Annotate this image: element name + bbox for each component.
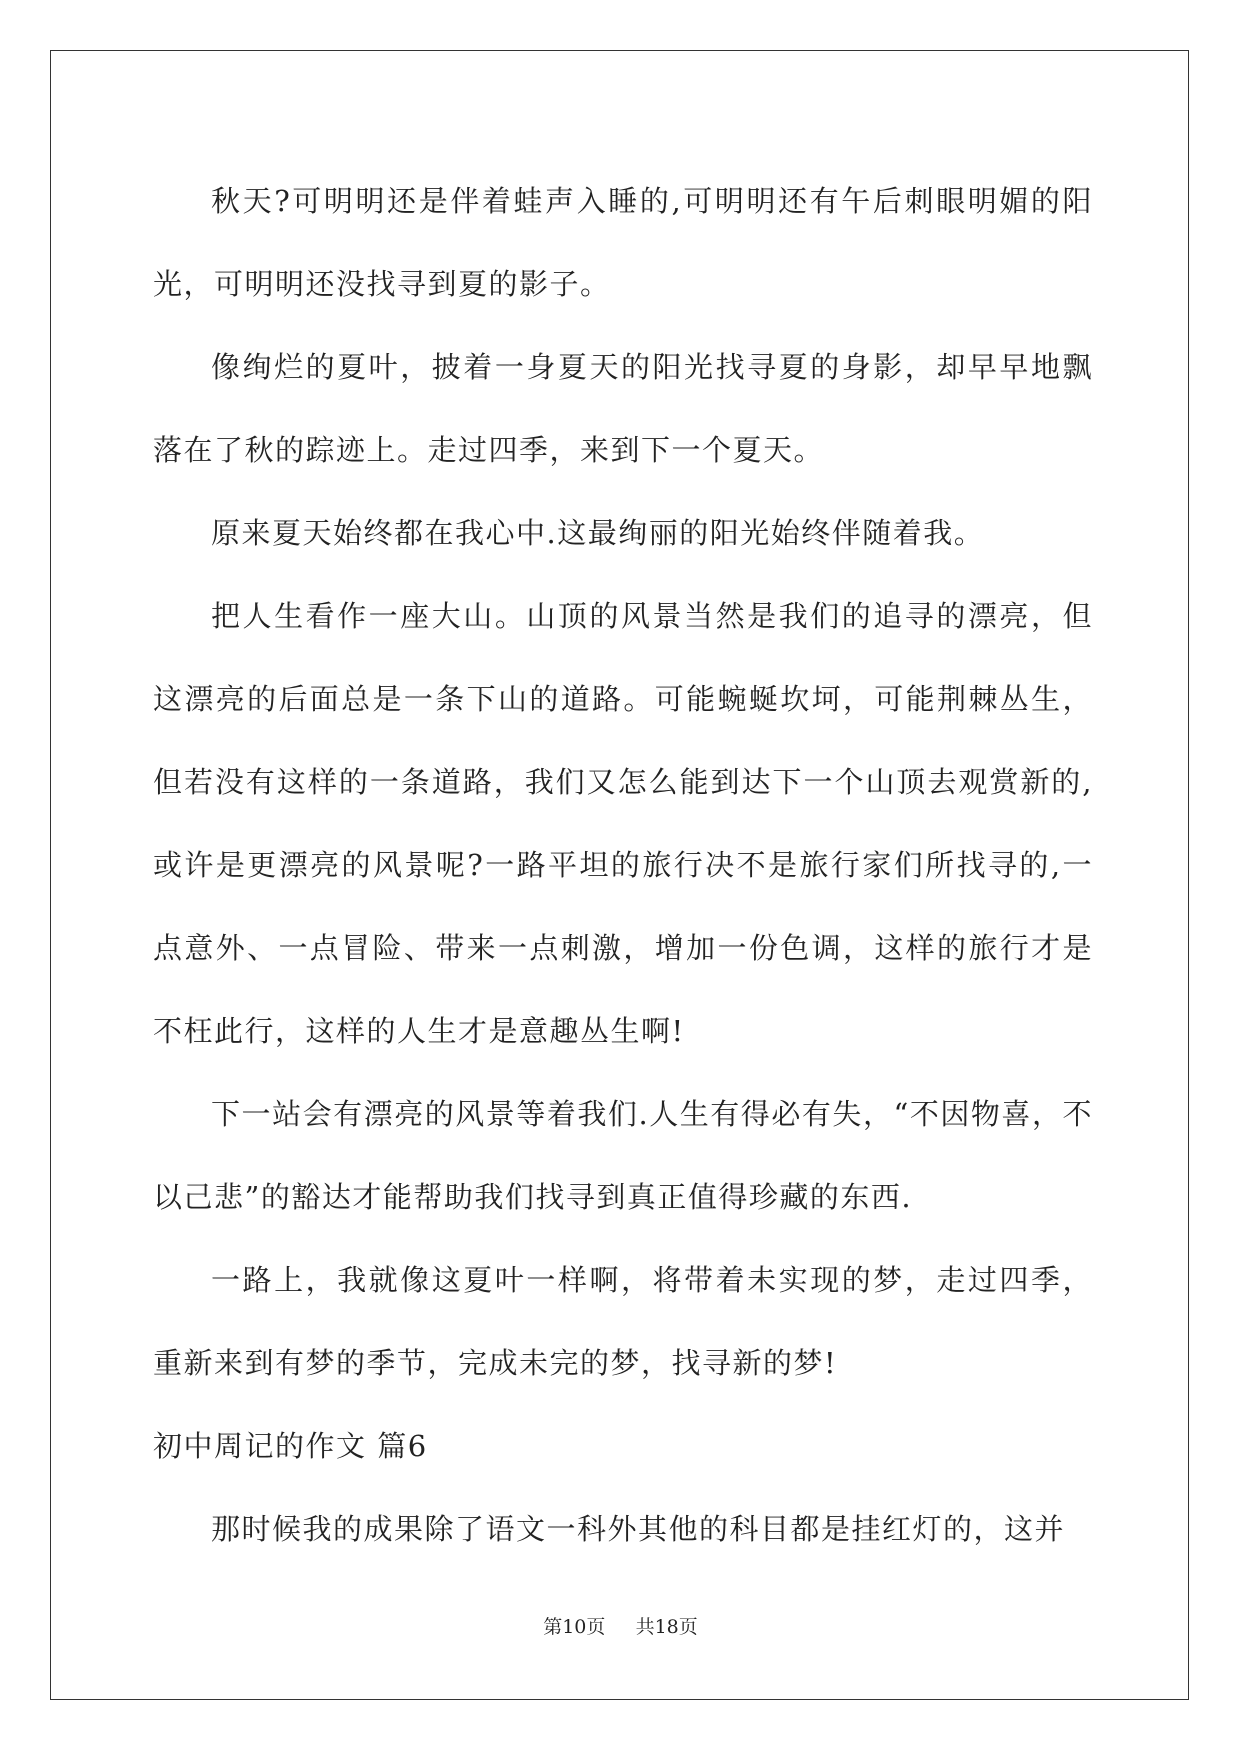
paragraph-5: 下一站会有漂亮的风景等着我们.人生有得必有失，“不因物喜，不以己悲”的豁达才能帮助我们找寻到真正值得珍藏的东西. [153, 1097, 1093, 1214]
page-number: 第10页 [543, 1616, 606, 1638]
page-total: 共18页 [635, 1616, 698, 1638]
paragraph-2: 像绚烂的夏叶，披着一身夏天的阳光找寻夏的身影，却早早地飘落在了秋的踪迹上。走过四季，来到下一个夏天。 [153, 350, 1093, 467]
document-body [153, 160, 1093, 1571]
paragraph-4: 把人生看作一座大山。山顶的风景当然是我们的追寻的漂亮，但这漂亮的后面总是一条下山的道路。可能蜿蜒坎坷，可能荆棘丛生，但若没有这样的一条道路，我们又怎么能到达下一个山顶去观赏新的,或许是更漂亮的风景呢?一路平坦的旅行决不是旅行家们所找寻的,一点意外、一点冒险、带来一点刺激，增加一份色调，这样的旅行才是不枉此行，这样的人生才是意趣丛生啊! [153, 599, 1093, 1048]
paragraph-6: 一路上，我就像这夏叶一样啊，将带着未实现的梦，走过四季，重新来到有梦的季节，完成未完的梦，找寻新的梦! [153, 1263, 1093, 1380]
paragraph-1: 秋天?可明明还是伴着蛙声入睡的,可明明还有午后刺眼明媚的阳光，可明明还没找寻到夏的影子。 [153, 184, 1093, 301]
page-footer [0, 1612, 1241, 1639]
paragraph-3: 原来夏天始终都在我心中.这最绚丽的阳光始终伴随着我。 [211, 516, 985, 550]
section-heading: 初中周记的作文 篇6 [153, 1429, 428, 1463]
paragraph-7: 那时候我的成果除了语文一科外其他的科目都是挂红灯的，这并 [211, 1512, 1066, 1546]
